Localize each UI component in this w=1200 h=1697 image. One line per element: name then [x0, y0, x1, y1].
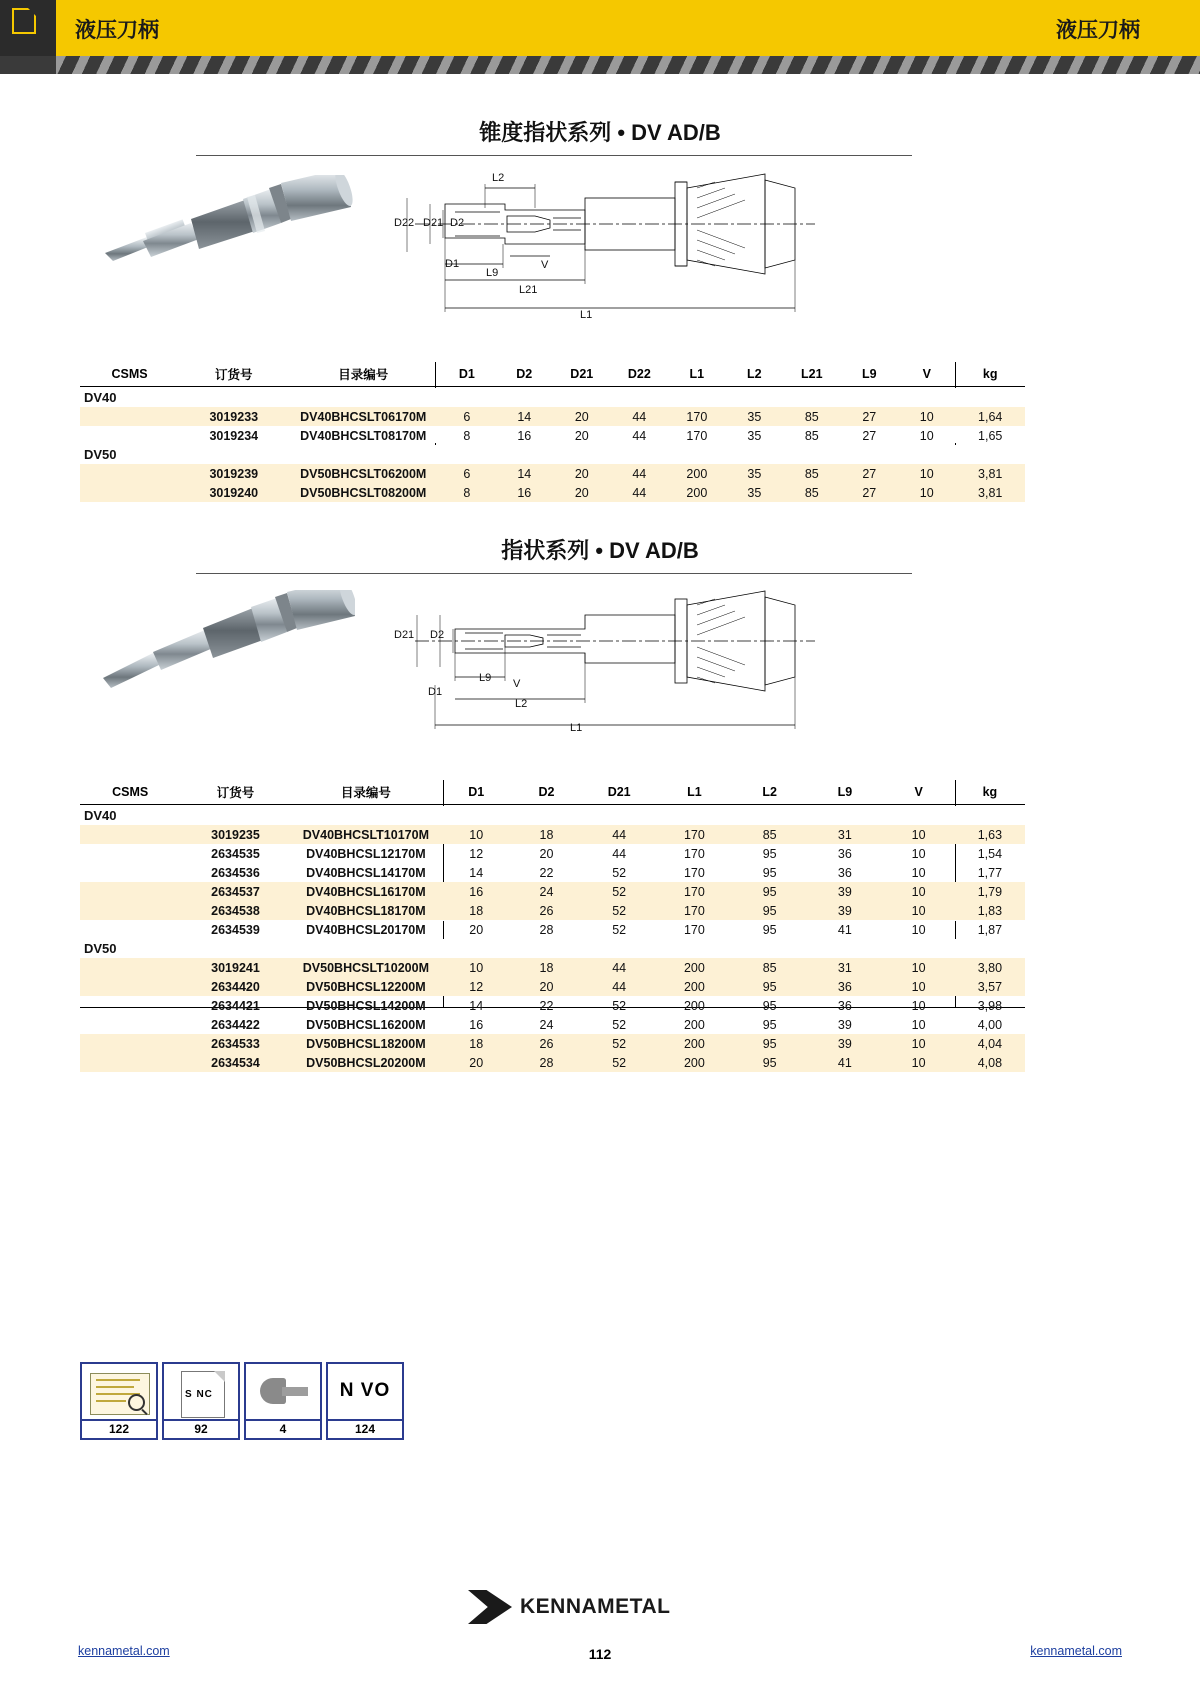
cell-d1: 20 [441, 1053, 511, 1072]
screw-icon [246, 1364, 320, 1423]
cell-d2: 20 [539, 846, 554, 861]
table-group-row [80, 806, 1025, 825]
page-fold-icon [214, 1371, 225, 1382]
reference-page-number: 122 [82, 1419, 156, 1438]
cell-l2: 35 [726, 407, 783, 426]
cell-kg: 4,00 [977, 1017, 1003, 1032]
table-group-row [80, 388, 1025, 407]
cell-catalog: DV40BHCSLT06170M [288, 407, 438, 426]
cell-d1: 18 [441, 901, 511, 920]
table-row[interactable] [80, 958, 1025, 977]
cell-d1: 10 [441, 825, 511, 844]
col-header-d22: D22 [627, 367, 651, 381]
cell-l2: 85 [732, 958, 807, 977]
novo-icon [328, 1364, 402, 1423]
dim-label-D1: D1 [445, 258, 460, 270]
table-row[interactable] [80, 1015, 1025, 1034]
footer-link-left[interactable]: kennametal.com [78, 1644, 170, 1658]
dim-label-D21-2: D21 [394, 629, 415, 641]
table-row[interactable] [80, 1034, 1025, 1053]
kennametal-mark-icon [468, 1590, 512, 1624]
document-corner-icon [12, 8, 36, 34]
cell-csms [80, 844, 180, 863]
table-row[interactable] [80, 920, 1025, 939]
cell-kg: 1,54 [977, 846, 1003, 861]
cell-csms [80, 426, 179, 445]
col-header-l1: L1 [687, 785, 702, 799]
table-row[interactable] [80, 1053, 1025, 1072]
cell-catalog: DV40BHCSLT08170M [300, 428, 427, 443]
cell-l9: 36 [837, 846, 852, 861]
cell-d21: 20 [553, 483, 611, 502]
cell-l9: 41 [837, 922, 852, 937]
col-header-csms: CSMS [111, 367, 148, 381]
cell-d1: 18 [441, 1034, 511, 1053]
table-row[interactable] [80, 863, 1025, 882]
cell-catalog: DV50BHCSLT08200M [288, 483, 438, 502]
cell-v: 10 [911, 865, 926, 880]
dim-label-L9-2: L9 [479, 672, 492, 684]
page-number: 112 [588, 1646, 612, 1662]
page-header [0, 0, 1200, 56]
cell-l1: 170 [668, 407, 726, 426]
cell-kg: 4,08 [955, 1053, 1025, 1072]
cell-d1: 8 [438, 483, 495, 502]
kennametal-wordmark: KENNAMETAL [520, 1595, 671, 1618]
cell-order: 2634421 [211, 998, 260, 1013]
cell-l1: 170 [686, 428, 708, 443]
dim-label-L21: L21 [519, 284, 538, 296]
col-header-d21: D21 [570, 367, 594, 381]
cell-kg: 3,81 [955, 483, 1025, 502]
table-row[interactable] [80, 407, 1025, 426]
novo-icon-art [328, 1380, 402, 1402]
col-header-kg: kg [982, 785, 998, 799]
snc-document-icon [164, 1364, 238, 1423]
cell-d21: 52 [582, 901, 657, 920]
cell-l1: 200 [657, 1034, 732, 1053]
cell-l1: 170 [657, 825, 732, 844]
table-row[interactable] [80, 996, 1025, 1015]
cell-d21: 52 [612, 998, 627, 1013]
group-label-dv40-2: DV40 [80, 806, 1025, 825]
cell-d1: 20 [469, 922, 484, 937]
cell-order: 3019234 [209, 428, 259, 443]
cell-l2: 95 [762, 1017, 777, 1032]
col-header-l1: L1 [689, 367, 705, 381]
cell-d21: 52 [582, 1053, 657, 1072]
cell-csms [80, 901, 180, 920]
cell-catalog: DV40BHCSLT10170M [291, 825, 441, 844]
cell-csms [80, 1053, 180, 1072]
cell-d2: 28 [511, 1053, 581, 1072]
cell-l2: 35 [726, 483, 783, 502]
reference-page-number: 4 [246, 1419, 320, 1438]
spec-table-2 [80, 780, 1025, 1072]
cell-l9: 39 [807, 1034, 882, 1053]
cell-d2: 14 [496, 464, 553, 483]
cell-d2: 16 [496, 483, 553, 502]
cell-d21: 52 [582, 882, 657, 901]
col-header-d1: D1 [458, 367, 475, 381]
cell-catalog: DV40BHCSL16170M [291, 882, 441, 901]
reference-icon-catalog[interactable] [80, 1362, 158, 1440]
table-row[interactable] [80, 426, 1025, 445]
cell-l1: 170 [683, 865, 705, 880]
cell-order: 2634539 [211, 922, 260, 937]
cell-d2: 18 [511, 958, 581, 977]
cell-csms [80, 996, 180, 1015]
cell-order: 3019239 [179, 464, 288, 483]
cell-l21: 85 [783, 483, 841, 502]
cell-l2: 95 [732, 1034, 807, 1053]
dim-label-D22: D22 [394, 217, 415, 229]
cell-order: 2634536 [211, 865, 260, 880]
cell-d22: 44 [611, 464, 669, 483]
cell-d2: 22 [539, 865, 554, 880]
kennametal-logo [468, 1590, 738, 1624]
cell-d21: 44 [582, 825, 657, 844]
cell-catalog: DV40BHCSL12170M [306, 846, 426, 861]
col-header-v: V [914, 785, 923, 799]
cell-d2: 18 [511, 825, 581, 844]
snc-label: S NC [185, 1389, 213, 1400]
cell-kg: 1,65 [978, 428, 1003, 443]
group-label-dv50: DV50 [80, 445, 1025, 464]
table-header-row [80, 362, 1025, 388]
cell-l2: 95 [732, 901, 807, 920]
cell-d21: 44 [582, 958, 657, 977]
cell-l1: 200 [683, 998, 705, 1013]
cell-v: 10 [911, 922, 926, 937]
cell-l1: 200 [668, 464, 726, 483]
product-photo-finger-series [95, 590, 355, 700]
cell-catalog: DV50BHCSL18200M [291, 1034, 441, 1053]
cell-l9: 36 [837, 998, 852, 1013]
table-row[interactable] [80, 882, 1025, 901]
col-header-d21: D21 [607, 785, 631, 799]
header-title-left: 液压刀柄 [75, 19, 159, 42]
catalog-icon-art [90, 1373, 150, 1415]
cell-order: 2634538 [180, 901, 290, 920]
col-header-order: 订货号 [215, 368, 253, 382]
dim-label-D1-2: D1 [428, 686, 443, 698]
diagonal-stripes [56, 56, 1200, 74]
cell-v: 10 [883, 882, 955, 901]
dim-label-L1: L1 [580, 309, 593, 321]
section-1-rule [196, 155, 912, 156]
cell-kg: 1,79 [955, 882, 1025, 901]
cell-l1: 200 [668, 483, 726, 502]
cell-order: 2634420 [180, 977, 290, 996]
cell-d21: 20 [553, 407, 611, 426]
cell-d2: 28 [539, 922, 554, 937]
cell-l9: 36 [807, 977, 882, 996]
col-header-v: V [922, 367, 931, 381]
cell-v: 10 [883, 958, 955, 977]
dim-label-V: V [541, 259, 549, 271]
spec-table-1-head [80, 362, 1025, 388]
cell-l2: 95 [732, 882, 807, 901]
technical-drawing-2 [385, 585, 925, 750]
spec-table-2-body [80, 806, 1025, 1072]
cell-kg: 1,63 [955, 825, 1025, 844]
cell-l9: 27 [841, 483, 898, 502]
cell-v: 10 [883, 977, 955, 996]
cell-l9: 27 [841, 407, 898, 426]
section-2-rule [196, 573, 912, 574]
cell-d2: 24 [539, 1017, 554, 1032]
table-row[interactable] [80, 464, 1025, 483]
cell-l9: 36 [837, 865, 852, 880]
cell-d1: 12 [441, 977, 511, 996]
cell-kg: 3,80 [955, 958, 1025, 977]
cell-catalog: DV50BHCSL20200M [291, 1053, 441, 1072]
cell-csms [80, 882, 180, 901]
group-label-dv50-2: DV50 [80, 939, 1025, 958]
cell-d21: 44 [612, 846, 627, 861]
cell-v: 10 [911, 846, 926, 861]
cell-l21: 85 [783, 464, 841, 483]
catalog-icon [82, 1364, 156, 1423]
table-group-row [80, 939, 1025, 958]
cell-csms [80, 958, 180, 977]
cell-v: 10 [883, 825, 955, 844]
col-header-catalog: 目录编号 [340, 786, 391, 800]
cell-l1: 200 [657, 958, 732, 977]
magnifier-icon [128, 1394, 145, 1411]
cell-d1: 14 [469, 865, 484, 880]
cell-v: 10 [898, 464, 955, 483]
cell-v: 10 [883, 1053, 955, 1072]
technical-drawing-1 [385, 168, 925, 338]
cell-v: 10 [883, 901, 955, 920]
col-header-d1: D1 [468, 785, 485, 799]
col-header-catalog: 目录编号 [338, 368, 389, 382]
cell-v: 10 [883, 1034, 955, 1053]
reference-icon-screw[interactable] [244, 1362, 322, 1440]
cell-catalog: DV50BHCSLT06200M [288, 464, 438, 483]
cell-d22: 44 [611, 483, 669, 502]
section-2-title: 指状系列 • DV AD/B [501, 538, 699, 563]
cell-d21: 52 [612, 922, 627, 937]
col-header-l9: L9 [862, 367, 877, 381]
cell-kg: 1,64 [955, 407, 1025, 426]
cell-kg: 3,98 [977, 998, 1003, 1013]
cell-csms [80, 863, 180, 882]
cell-l9: 41 [807, 1053, 882, 1072]
novo-label: N VO [339, 1380, 391, 1401]
cell-v: 10 [911, 1017, 926, 1032]
cell-d22: 44 [632, 428, 647, 443]
cell-d21: 52 [612, 1017, 627, 1032]
cell-v: 10 [898, 407, 955, 426]
reference-icon-snc[interactable] [162, 1362, 240, 1440]
cell-d1: 8 [463, 428, 471, 443]
cell-d21: 44 [582, 977, 657, 996]
spec-table-1-body [80, 388, 1025, 502]
cell-l2: 95 [762, 922, 777, 937]
cell-l9: 31 [807, 958, 882, 977]
cell-kg: 4,04 [955, 1034, 1025, 1053]
cell-v: 10 [911, 998, 926, 1013]
cell-l1: 170 [657, 901, 732, 920]
cell-l2: 95 [732, 1053, 807, 1072]
cell-catalog: DV50BHCSLT10200M [291, 958, 441, 977]
cell-order: 2634422 [211, 1017, 260, 1032]
cell-order: 2634534 [180, 1053, 290, 1072]
dim-label-V-2: V [513, 678, 521, 690]
reference-icon-novo[interactable] [326, 1362, 404, 1440]
product-photo-taper-finger-series [95, 175, 355, 305]
cell-d2: 22 [539, 998, 554, 1013]
cell-d2: 14 [496, 407, 553, 426]
dim-label-D2-2: D2 [430, 629, 445, 641]
dim-label-L9: L9 [486, 267, 499, 279]
cell-d21: 52 [582, 1034, 657, 1053]
col-header-l2: L2 [762, 785, 777, 799]
cell-l1: 200 [657, 1053, 732, 1072]
cell-catalog: DV40BHCSL18170M [291, 901, 441, 920]
cell-catalog: DV50BHCSL16200M [306, 1017, 426, 1032]
cell-order: 3019240 [179, 483, 288, 502]
cell-d21: 52 [612, 865, 627, 880]
cell-l2: 35 [726, 464, 783, 483]
cell-order: 3019233 [179, 407, 288, 426]
cell-v: 10 [898, 483, 955, 502]
col-header-order: 订货号 [216, 786, 255, 800]
cell-csms [80, 825, 180, 844]
table-group-row [80, 445, 1025, 464]
cell-d2: 26 [511, 901, 581, 920]
cell-l9: 39 [807, 901, 882, 920]
dim-label-L2-2: L2 [515, 698, 528, 710]
cell-csms [80, 407, 179, 426]
cell-order: 2634533 [180, 1034, 290, 1053]
cell-l9: 39 [807, 882, 882, 901]
col-header-l21: L21 [801, 367, 823, 381]
cell-csms [80, 483, 179, 502]
cell-l21: 85 [804, 428, 819, 443]
cell-l2: 95 [762, 846, 777, 861]
table-row[interactable] [80, 844, 1025, 863]
cell-d2: 20 [511, 977, 581, 996]
cell-l1: 200 [683, 1017, 705, 1032]
cell-d1: 10 [441, 958, 511, 977]
cell-d1: 16 [469, 1017, 484, 1032]
cell-catalog: DV40BHCSL14170M [306, 865, 426, 880]
cell-csms [80, 464, 179, 483]
cell-d1: 14 [469, 998, 484, 1013]
table-header-row [80, 780, 1025, 806]
cell-l9: 39 [837, 1017, 852, 1032]
cell-l2: 85 [732, 825, 807, 844]
col-header-csms: CSMS [112, 785, 149, 799]
col-header-l2: L2 [747, 367, 762, 381]
cell-catalog: DV50BHCSL12200M [291, 977, 441, 996]
section-1-title: 锥度指状系列 • DV AD/B [479, 120, 721, 145]
cell-v: 10 [919, 428, 934, 443]
spec-table-2-head [80, 780, 1025, 806]
cell-l9: 31 [807, 825, 882, 844]
screw-icon-art [260, 1378, 310, 1408]
cell-d21: 20 [553, 464, 611, 483]
col-header-d2: D2 [516, 367, 533, 381]
table-row[interactable] [80, 977, 1025, 996]
cell-csms [80, 977, 180, 996]
col-header-l9: L9 [837, 785, 853, 799]
cell-d1: 6 [438, 464, 495, 483]
dim-label-D2: D2 [450, 217, 465, 229]
cell-l21: 85 [783, 407, 841, 426]
cell-l9: 27 [862, 428, 877, 443]
cell-order: 2634537 [180, 882, 290, 901]
cell-d21: 20 [574, 428, 589, 443]
cell-d1: 6 [438, 407, 495, 426]
cell-d2: 26 [511, 1034, 581, 1053]
cell-l2: 95 [762, 865, 777, 880]
dim-label-L2: L2 [492, 172, 505, 184]
col-header-d2: D2 [538, 785, 555, 799]
cell-d2: 24 [511, 882, 581, 901]
header-title-right: 液压刀柄 [1056, 19, 1140, 42]
cell-catalog: DV50BHCSL14200M [306, 998, 426, 1013]
col-header-kg: kg [982, 367, 998, 381]
cell-kg: 3,57 [955, 977, 1025, 996]
cell-order: 2634535 [211, 846, 260, 861]
cell-kg: 1,77 [977, 865, 1003, 880]
reference-page-number: 124 [328, 1419, 402, 1438]
table-row[interactable] [80, 483, 1025, 502]
dim-label-L1-2: L1 [570, 722, 583, 734]
cell-csms [80, 1015, 180, 1034]
cell-order: 3019235 [180, 825, 290, 844]
cell-csms [80, 1034, 180, 1053]
group-label-dv40: DV40 [80, 388, 1025, 407]
cell-kg: 1,87 [977, 922, 1003, 937]
table-row[interactable] [80, 901, 1025, 920]
cell-kg: 3,81 [955, 464, 1025, 483]
cell-d1: 16 [441, 882, 511, 901]
cell-d1: 12 [469, 846, 484, 861]
snc-document-icon-art [181, 1371, 225, 1418]
header-corner-block [0, 0, 56, 56]
cell-l2: 35 [747, 428, 762, 443]
cell-catalog: DV40BHCSL20170M [306, 922, 426, 937]
footer-link-right[interactable]: kennametal.com [1030, 1644, 1122, 1658]
cell-kg: 1,83 [955, 901, 1025, 920]
cell-l1: 170 [683, 846, 705, 861]
cell-l2: 95 [762, 998, 777, 1013]
header-stripe-bar [0, 56, 1200, 74]
cell-l1: 170 [683, 922, 705, 937]
spec-table-1 [80, 362, 1025, 502]
table-row[interactable] [80, 825, 1025, 844]
cell-d2: 16 [517, 428, 532, 443]
dim-label-D21: D21 [423, 217, 444, 229]
cell-order: 3019241 [180, 958, 290, 977]
cell-l9: 27 [841, 464, 898, 483]
cell-l1: 200 [657, 977, 732, 996]
cell-l2: 95 [732, 977, 807, 996]
cell-l1: 170 [657, 882, 732, 901]
cell-csms [80, 920, 180, 939]
cell-d22: 44 [611, 407, 669, 426]
reference-page-number: 92 [164, 1419, 238, 1438]
